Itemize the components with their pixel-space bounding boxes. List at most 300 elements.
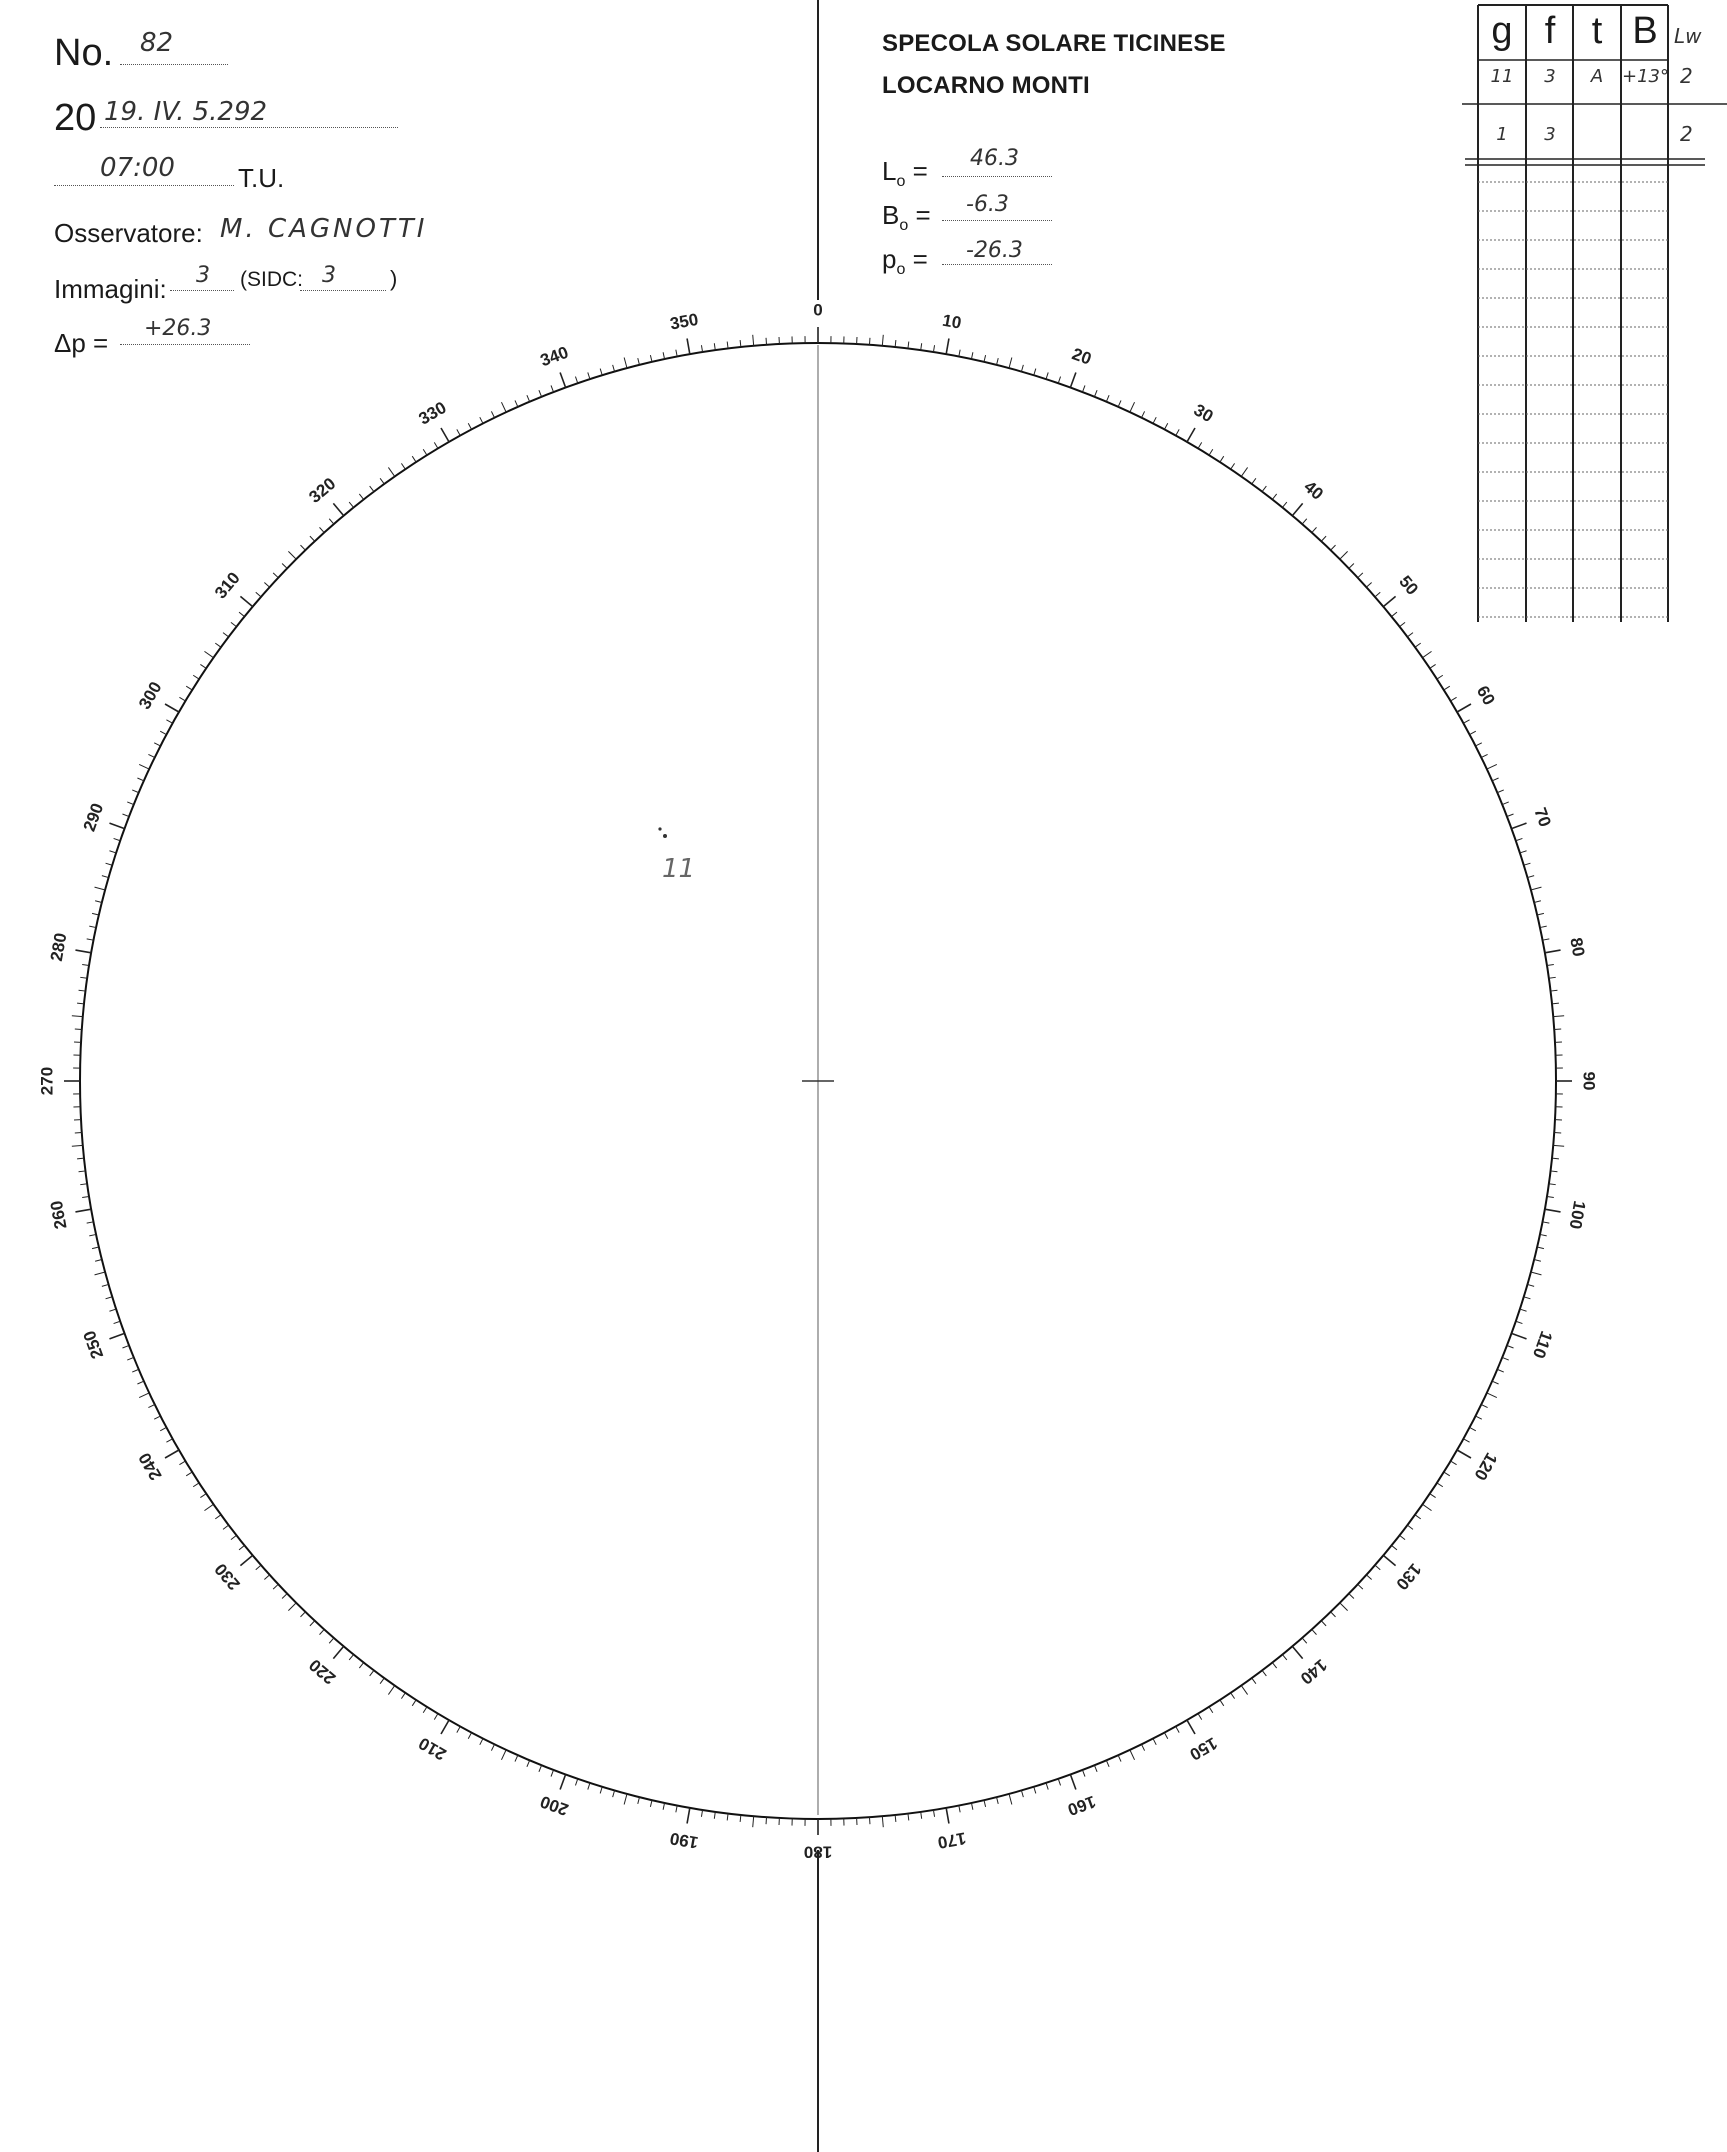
table-header-t: t xyxy=(1591,10,1603,52)
sidc-underline xyxy=(300,290,386,291)
delta-p-underline xyxy=(120,344,250,345)
B0-value: -6.3 xyxy=(966,192,1009,217)
degree-tick xyxy=(1531,1272,1542,1275)
degree-tick xyxy=(193,1483,199,1487)
degree-tick xyxy=(1516,1321,1523,1323)
table-cell-B: +13° xyxy=(1622,66,1669,87)
degree-tick xyxy=(753,1816,754,1827)
degree-tick xyxy=(1142,411,1145,417)
degree-tick xyxy=(329,1638,334,1643)
degree-tick xyxy=(273,573,278,578)
time-value: 07:00 xyxy=(100,153,175,183)
degree-label: 120 xyxy=(1470,1449,1502,1484)
degree-tick xyxy=(1400,622,1406,626)
B0-label: $B_o$ = xyxy=(882,200,931,235)
degree-tick xyxy=(1331,1612,1336,1617)
degree-label: 70 xyxy=(1530,805,1555,830)
degree-tick xyxy=(165,1450,179,1458)
degree-tick xyxy=(600,369,602,376)
degree-tick xyxy=(282,1594,287,1599)
observer-value: M. CAGNOTTI xyxy=(220,214,428,244)
degree-tick xyxy=(1009,1794,1012,1805)
degree-label: 80 xyxy=(1566,936,1589,959)
degree-tick xyxy=(215,643,221,647)
degree-tick xyxy=(1511,823,1526,828)
degree-tick xyxy=(401,463,405,469)
degree-tick xyxy=(1423,1504,1432,1510)
degree-tick xyxy=(539,1765,542,1771)
degree-tick xyxy=(1262,1670,1266,1676)
degree-tick xyxy=(370,1670,374,1676)
degree-label: 150 xyxy=(1186,1733,1221,1765)
delta-p-value: +26.3 xyxy=(144,316,212,341)
degree-tick xyxy=(75,950,91,953)
degree-tick xyxy=(273,1584,278,1589)
degree-tick xyxy=(895,340,896,347)
degree-tick xyxy=(457,1726,460,1732)
degree-tick xyxy=(1492,1381,1498,1384)
degree-label: 240 xyxy=(134,1449,166,1484)
degree-tick xyxy=(319,1629,324,1634)
degree-tick xyxy=(127,1357,133,1360)
degree-tick xyxy=(154,743,160,746)
degree-tick xyxy=(1164,1733,1167,1739)
degree-tick xyxy=(441,428,449,442)
degree-tick xyxy=(727,342,728,349)
images-label: Immagini: xyxy=(54,274,167,304)
group-table-grid xyxy=(1462,5,1727,622)
degree-tick xyxy=(1481,754,1487,757)
degree-tick xyxy=(701,345,702,352)
degree-tick xyxy=(1292,1646,1302,1658)
degree-tick xyxy=(132,1369,138,1372)
degree-tick xyxy=(1507,1345,1514,1348)
degree-label: 60 xyxy=(1472,682,1499,709)
degree-label: 180 xyxy=(803,1842,833,1862)
degree-label: 30 xyxy=(1190,400,1217,427)
degree-tick xyxy=(231,622,237,626)
degree-tick xyxy=(441,1720,449,1734)
degree-tick xyxy=(89,926,96,927)
degree-tick xyxy=(1292,503,1302,515)
degree-tick xyxy=(588,372,590,379)
degree-tick xyxy=(109,823,124,828)
degree-tick xyxy=(200,1494,206,1498)
degree-tick xyxy=(1198,442,1202,448)
degree-label: 330 xyxy=(415,397,450,429)
table-header-g: g xyxy=(1491,10,1513,52)
degree-tick xyxy=(401,1693,405,1699)
degree-label: 40 xyxy=(1300,477,1327,504)
degree-tick xyxy=(515,1755,518,1761)
degree-tick xyxy=(1164,423,1167,429)
degree-tick xyxy=(480,1739,483,1745)
degree-tick xyxy=(1209,449,1213,455)
degree-tick xyxy=(1553,1016,1564,1017)
degree-tick xyxy=(193,675,199,679)
degree-tick xyxy=(82,964,89,965)
degree-tick xyxy=(921,1812,922,1819)
L0-value: 46.3 xyxy=(970,146,1019,171)
degree-tick xyxy=(1497,790,1503,793)
delta-p-label: Δp = xyxy=(54,328,109,358)
degree-tick xyxy=(1487,1393,1497,1398)
L0-label: $L_o$ = xyxy=(882,156,928,191)
degree-label: 190 xyxy=(668,1828,700,1853)
degree-tick xyxy=(223,633,229,637)
degree-tick xyxy=(1252,1678,1256,1684)
degree-tick xyxy=(1118,1755,1121,1761)
degree-label: 20 xyxy=(1069,344,1094,369)
degree-tick xyxy=(1542,1222,1549,1223)
degree-tick xyxy=(89,1234,96,1235)
degree-tick xyxy=(1492,778,1498,781)
degree-tick xyxy=(79,1171,86,1172)
degree-tick xyxy=(1527,876,1534,878)
table-cell-g: 1 xyxy=(1496,124,1508,145)
degree-label: 10 xyxy=(940,310,963,333)
degree-tick xyxy=(1241,1686,1247,1695)
degree-tick xyxy=(1130,1750,1135,1760)
degree-tick xyxy=(75,1209,91,1212)
sidc-close: ) xyxy=(390,266,398,291)
degree-tick xyxy=(1470,731,1476,734)
degree-tick xyxy=(971,352,972,359)
degree-tick xyxy=(1457,1450,1471,1458)
degree-tick xyxy=(600,1787,602,1794)
degree-tick xyxy=(122,814,129,817)
degree-tick xyxy=(1476,743,1482,746)
time-unit: T.U. xyxy=(238,163,285,193)
degree-tick xyxy=(1321,1621,1326,1626)
degree-tick xyxy=(204,651,213,657)
degree-tick xyxy=(137,1381,143,1384)
table-header-f: f xyxy=(1544,10,1556,52)
degree-tick xyxy=(1550,990,1557,991)
degree-tick xyxy=(1540,926,1547,927)
degree-label: 300 xyxy=(134,678,166,713)
degree-tick xyxy=(160,731,166,734)
degree-tick xyxy=(333,503,343,515)
degree-tick xyxy=(264,1575,269,1580)
degree-tick xyxy=(223,1525,229,1529)
degree-tick xyxy=(1444,686,1450,690)
degree-tick xyxy=(740,1815,741,1822)
degree-tick xyxy=(527,1760,530,1766)
degree-tick xyxy=(166,720,172,723)
degree-tick xyxy=(1349,1594,1354,1599)
degree-tick xyxy=(1392,1545,1397,1549)
degree-tick xyxy=(1252,478,1256,484)
degree-tick xyxy=(282,563,287,568)
degree-tick xyxy=(1463,1439,1469,1442)
degree-tick xyxy=(687,1808,690,1824)
degree-tick xyxy=(1282,1655,1286,1660)
degree-tick xyxy=(1507,814,1514,817)
degree-tick xyxy=(1021,1790,1023,1797)
degree-label: 210 xyxy=(415,1733,450,1765)
degree-tick xyxy=(1451,1461,1457,1465)
degree-tick xyxy=(551,1770,554,1777)
degree-tick xyxy=(946,1808,949,1824)
p0-underline xyxy=(942,264,1052,265)
degree-tick xyxy=(179,1461,185,1465)
degree-tick xyxy=(359,494,363,500)
degree-tick xyxy=(1487,764,1497,769)
degree-tick xyxy=(908,342,909,349)
degree-tick xyxy=(1534,1260,1541,1262)
images-value: 3 xyxy=(196,263,210,288)
degree-tick xyxy=(423,449,427,455)
degree-tick xyxy=(1545,1209,1561,1212)
degree-tick xyxy=(753,335,754,346)
degree-tick xyxy=(1198,1714,1202,1720)
degree-tick xyxy=(1220,1700,1224,1706)
degree-tick xyxy=(1058,377,1060,384)
degree-tick xyxy=(300,545,305,550)
degree-tick xyxy=(154,1416,160,1419)
degree-tick xyxy=(997,1797,999,1804)
degree-tick xyxy=(82,1196,89,1197)
degree-tick xyxy=(95,901,102,903)
degree-tick xyxy=(380,478,384,484)
degree-tick xyxy=(1527,1284,1534,1286)
degree-tick xyxy=(1534,901,1541,903)
degree-tick xyxy=(1106,1760,1109,1766)
p0-label: $p_o$ = xyxy=(882,244,928,279)
degree-tick xyxy=(1187,1720,1195,1734)
degree-label: 200 xyxy=(537,1791,571,1820)
degree-tick xyxy=(1383,596,1395,606)
degree-tick xyxy=(1437,675,1443,679)
degree-tick xyxy=(1142,1744,1145,1750)
degree-tick xyxy=(997,358,999,365)
degree-tick xyxy=(288,1603,296,1611)
degree-tick xyxy=(491,411,494,417)
degree-tick xyxy=(663,1803,664,1810)
degree-label: 250 xyxy=(79,1328,108,1362)
degree-tick xyxy=(1531,887,1542,890)
degree-tick xyxy=(106,863,113,865)
B0-underline xyxy=(942,220,1052,221)
number-label: No. xyxy=(54,32,114,74)
degree-tick xyxy=(1118,400,1121,406)
degree-tick xyxy=(349,502,353,507)
degree-tick xyxy=(1082,1770,1085,1777)
degree-tick xyxy=(457,429,460,435)
degree-tick xyxy=(701,1810,702,1817)
degree-label: 0 xyxy=(813,300,823,320)
degree-label: 260 xyxy=(46,1199,71,1231)
degree-tick xyxy=(882,335,883,346)
degree-tick xyxy=(1549,977,1556,978)
degree-tick xyxy=(1547,1196,1554,1197)
degree-tick xyxy=(1520,851,1527,853)
degree-tick xyxy=(1552,1003,1559,1004)
degree-tick xyxy=(114,1321,121,1323)
degree-tick xyxy=(1547,964,1554,965)
degree-tick xyxy=(1407,1525,1413,1529)
degree-label: 110 xyxy=(1528,1328,1557,1361)
number-value: 82 xyxy=(140,28,174,58)
images-underline xyxy=(170,290,234,291)
degree-label: 270 xyxy=(37,1066,57,1096)
degree-tick xyxy=(1540,1234,1547,1235)
table-cell-g: 11 xyxy=(1490,66,1514,87)
degree-tick xyxy=(1302,1638,1307,1643)
degree-tick xyxy=(200,664,206,668)
degree-tick xyxy=(1231,463,1235,469)
degree-tick xyxy=(1553,1145,1564,1146)
degree-tick xyxy=(1034,369,1036,376)
degree-tick xyxy=(1187,428,1195,442)
degree-tick xyxy=(1451,697,1457,701)
degree-tick xyxy=(95,887,106,890)
degree-label: 170 xyxy=(936,1828,968,1853)
degree-tick xyxy=(1312,527,1317,532)
degree-tick xyxy=(1520,1309,1527,1311)
degree-tick xyxy=(1366,582,1371,587)
degree-tick xyxy=(1094,1765,1097,1771)
degree-tick xyxy=(1009,358,1012,369)
degree-tick xyxy=(984,1800,986,1807)
degree-label: 50 xyxy=(1395,572,1422,599)
degree-tick xyxy=(1415,1515,1421,1519)
degree-tick xyxy=(1549,1184,1556,1185)
degree-tick xyxy=(676,350,677,357)
table-cell-extra: 2 xyxy=(1680,64,1693,88)
degree-tick xyxy=(1430,1494,1436,1498)
degree-tick xyxy=(359,1663,363,1669)
degree-tick xyxy=(1511,1333,1526,1338)
degree-tick xyxy=(1516,838,1523,840)
degree-tick xyxy=(204,1504,213,1510)
degree-tick xyxy=(527,395,530,401)
degree-tick xyxy=(1340,551,1348,559)
degree-tick xyxy=(1383,1555,1395,1565)
degree-tick xyxy=(727,1813,728,1820)
degree-tick xyxy=(412,1700,416,1706)
degree-tick xyxy=(1437,1483,1443,1487)
degree-tick xyxy=(300,1612,305,1617)
degree-tick xyxy=(1537,1247,1544,1249)
degree-tick xyxy=(946,338,949,354)
sunspot-dot xyxy=(663,834,667,838)
degree-tick xyxy=(1423,651,1432,657)
degree-tick xyxy=(1502,802,1508,805)
degree-tick xyxy=(1282,502,1286,507)
degree-label: 350 xyxy=(668,309,700,334)
degree-label: 320 xyxy=(305,473,340,507)
degree-tick xyxy=(186,1472,192,1476)
degree-tick xyxy=(1366,1575,1371,1580)
table-cell-extra: 2 xyxy=(1680,122,1693,146)
degree-tick xyxy=(663,352,664,359)
degree-tick xyxy=(1209,1707,1213,1713)
degree-tick xyxy=(491,1744,494,1750)
degree-tick xyxy=(127,802,133,805)
degree-tick xyxy=(139,764,149,769)
observer-label: Osservatore: xyxy=(54,218,203,248)
degree-tick xyxy=(613,1790,615,1797)
degree-tick xyxy=(1552,1158,1559,1159)
degree-tick xyxy=(515,400,518,406)
degree-tick xyxy=(239,1545,244,1549)
degree-tick xyxy=(1524,863,1531,865)
degree-tick xyxy=(1476,1416,1482,1419)
degree-tick xyxy=(92,1247,99,1249)
degree-tick xyxy=(87,1222,94,1223)
degree-tick xyxy=(959,350,960,357)
table-cell-t: A xyxy=(1590,66,1604,87)
degree-tick xyxy=(288,551,296,559)
degree-tick xyxy=(1302,519,1307,524)
degree-tick xyxy=(650,1800,652,1807)
degree-tick xyxy=(87,939,94,940)
degree-tick xyxy=(1312,1629,1317,1634)
degree-tick xyxy=(501,402,506,412)
degree-tick xyxy=(92,913,99,915)
year-prefix: 20 xyxy=(54,97,97,139)
degree-tick xyxy=(165,704,179,712)
degree-tick xyxy=(1340,1603,1348,1611)
degree-tick xyxy=(1392,612,1397,616)
degree-tick xyxy=(984,355,986,362)
degree-tick xyxy=(1046,372,1048,379)
degree-label: 160 xyxy=(1065,1791,1099,1820)
degree-tick xyxy=(1545,950,1561,953)
degree-tick xyxy=(638,1797,640,1804)
degree-tick xyxy=(148,1405,154,1408)
degree-tick xyxy=(714,1812,715,1819)
degree-tick xyxy=(388,467,394,476)
degree-tick xyxy=(1481,1405,1487,1408)
degree-tick xyxy=(256,1565,261,1570)
degree-tick xyxy=(72,1016,83,1017)
degree-tick xyxy=(240,1555,252,1565)
degree-tick xyxy=(1082,385,1085,392)
degree-label: 90 xyxy=(1579,1071,1599,1091)
degree-tick xyxy=(1058,1779,1060,1786)
degree-tick xyxy=(1537,913,1544,915)
degree-tick xyxy=(1262,486,1266,492)
degree-tick xyxy=(624,1794,627,1805)
group-number-label: 11 xyxy=(662,854,696,884)
degree-tick xyxy=(370,486,374,492)
degree-tick xyxy=(638,358,640,365)
degree-tick xyxy=(109,851,116,853)
degree-label: 290 xyxy=(79,800,108,834)
date-value: 19. IV. 5.292 xyxy=(104,97,268,127)
degree-tick xyxy=(412,456,416,462)
degree-tick xyxy=(77,1158,84,1159)
degree-tick xyxy=(560,1774,565,1789)
degree-tick xyxy=(1153,417,1156,423)
degree-tick xyxy=(650,355,652,362)
degree-tick xyxy=(1231,1693,1235,1699)
degree-tick xyxy=(122,1345,129,1348)
degree-tick xyxy=(908,1813,909,1820)
degree-tick xyxy=(319,527,324,532)
degree-tick xyxy=(933,1810,934,1817)
degree-tick xyxy=(72,1145,83,1146)
degree-tick xyxy=(676,1805,677,1812)
degree-tick xyxy=(388,1686,394,1695)
degree-tick xyxy=(95,1272,106,1275)
degree-tick xyxy=(1400,1535,1406,1539)
degree-tick xyxy=(1349,563,1354,568)
table-header-B: B xyxy=(1632,10,1658,52)
